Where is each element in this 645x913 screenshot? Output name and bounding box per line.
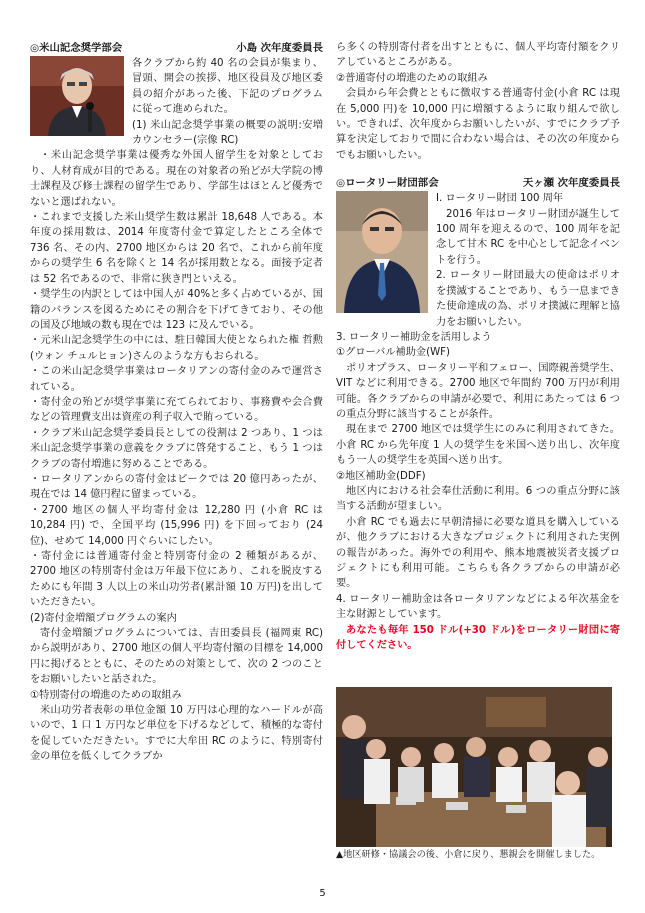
paragraph: ②普通寄付の増進のための取組み [336,72,488,84]
paragraph: (2)寄付金増額プログラムの案内 [30,612,177,624]
paragraph: Ⅰ. ロータリー財団 100 周年 [436,193,564,205]
section-author: 小島 次年度委員長 [236,42,323,54]
paragraph: 会員から年会費とともに徴収する普通寄付金(小倉 RC は現在 5,000 円)を 10,000 円に増額するように取り組んで欲しい。できれば、次年度からお願いしたいが、すでにクラブ予算を決定しておりで間に合わない場合は、その次の年度からでもお願いしたい。 [336,88,620,161]
paragraph: ・寄付金には普通寄付金と特別寄付金の 2 種類があるが、2700 地区の特別寄付金は万年最下位にあり、これを脱皮するためにも年間 3 人以上の米山功労者(累計額 10 万円)を出していただきたい。 [30,551,323,609]
paragraph: (1) 米山記念奨学事業の概要の説明:安増カウンセラー(宗像 RC) [132,119,323,147]
section-title: ◎ロータリー財団部会 [336,177,439,190]
paragraph: 寄付金増額プログラムについては、吉田委員長 (福岡東 RC) から説明があり、2700 地区の個人平均寄付額の目標を 14,000 円に掲げるとともに、そのための対策として、次の 2 つのことをお願いしたいと話された。 [30,628,323,686]
left-column [30,40,323,765]
paragraph: 小倉 RC でも過去に早朝清掃に必要な道具を購入しているが、他クラブにおける大きなプロジェクトに利用された実例の報告があった。海外での利用や、熊本地震被災者支援プロジェクトにも利用可能。こちらも各クラブからの申請が必要。 [336,516,620,590]
paragraph: 2016 年はロータリー財団が誕生して 100 周年を迎えるので、100 周年を記念して甘木 RC を中心として記念イベントを行う。 [436,208,620,266]
section-author: 天ヶ瀬 次年度委員長 [522,177,620,190]
paragraph: ・クラブ米山記念奨学委員長としての役割は 2 つあり、1 つは米山記念奨学事業の意義をクラブに啓発すること、もう 1 つはクラブの寄付増進に努めることである。 [30,427,323,470]
paragraph: 各クラブから約 40 名の会員が集まり、冒頭、開会の挨拶、地区役員及び地区委員の紹介があった後、下記のプログラムに従って進められた。 [132,58,323,116]
section-title: ◎米山記念奨学部会 [30,42,123,54]
paragraph: ・寄付金の殆どが奨学事業に充てられており、事務費や会合費などの管理費支出は資産の利子収入で賄っている。 [30,396,323,424]
speaker-photo [30,56,124,136]
paragraph: ・ロータリアンからの寄付金はピークでは 20 億円あったが、現在では 14 億円程に留まっている。 [30,473,323,501]
yoneyama-section-header [30,40,323,56]
photo-caption: ▲地区研修・協議会の後、小倉に戻り、懇親会を開催しました。 [336,849,601,860]
paragraph: 現在まで 2700 地区では奨学生にのみに利用されてきた。小倉 RC から先年度 1 人の奨学生を米国へ送り出し、次年度もう一人の奨学生を英国へ送り出す。 [336,424,620,467]
paragraph: ①グローバル補助金(WF) [336,347,451,359]
paragraph: ②地区補助金(DDF) [336,470,426,482]
paragraph: ・この米山記念奨学事業はロータリアンの寄付金のみで運営されている。 [30,366,323,393]
page-number: 5 [319,888,326,899]
right-column [336,40,620,653]
paragraph: ・2700 地区の個人平均寄付金は 12,280 円 (小倉 RC は 10,284 円) で、全国平均 (15,996 円) を下回っており (24 位)、せめて 14,000 円ぐらいにしたい。 [30,504,323,547]
committee-chair-photo [336,191,428,313]
donation-highlight: あなたも毎年 150 ドル(+30 ドル)をロータリー財団に寄付してください。 [336,624,620,652]
foundation-section-header [336,175,620,191]
paragraph: ①特別寄付の増進のための取組み [30,689,182,701]
paragraph: ・元米山記念奨学生の中には、駐日韓国大使となられた権 哲勲(ウォン チュルヒョン)さんのような方もおられる。 [30,335,323,362]
paragraph: 地区内における社会奉仕活動に利用。6 つの重点分野に該当する活動が望ましい。 [336,485,620,513]
paragraph: 2. ロータリー財団最大の使命はポリオを撲滅することであり、もう一息まできた使命達成の為、ポリオ撲滅に理解と協力をお願いしたい。 [436,270,620,328]
paragraph: ・米山記念奨学事業は優秀な外国人留学生を対象としており、人材育成が目的である。現在の対象者の殆どが大学院の博士課程及び修士課程の留学生であり、学部生はほとんど優秀でないと選ばれない。 [30,150,323,208]
paragraph: ら多くの特別寄付者を出すとともに、個人平均寄付額をクリアしているところがある。 [336,42,620,69]
paragraph: ・これまで支援した米山奨学生数は累計 18,648 人である。本年度の採用数は、2014 年度寄付金で算定したところ全体で 736 名、その内、2700 地区からは 20 名で、これから前年度からの奨学生 6 名を除くと 14 名が採用数となる。面接予定者は 52 名であるので、非常に狭き門といえる。 [30,212,323,285]
paragraph: ポリオプラス、ロータリー平和フェロー、国際親善奨学生、VIT などに利用できる。2700 地区で年間約 700 万円が利用可能。各クラブからの申請が必要で、利用にあたっては 6 つの重点分野に該当することが条件。 [336,362,620,420]
paragraph: 米山功労者表彰の単位金額 10 万円は心理的なハードルが高いので、1 口 1 万円など単位を下げるなどして、積極的な寄付を促していただきたい。すでに大牟田 RC のように、特別寄付金の単位を低くしてクラブか [30,705,323,763]
paragraph: 3. ロータリー補助金を活用しよう [336,331,492,343]
paragraph: ・奨学生の内訳としては中国人が 40%と多く占めているが、国籍のバランスを図るためにその割合を下げてきており、その他の国及び地域の数も現在では 123 に及んでいる。 [30,289,323,331]
paragraph: 4. ロータリー補助金は各ロータリアンなどによる年次基金を主な財源としています。 [336,593,620,621]
group-photo [336,687,612,847]
